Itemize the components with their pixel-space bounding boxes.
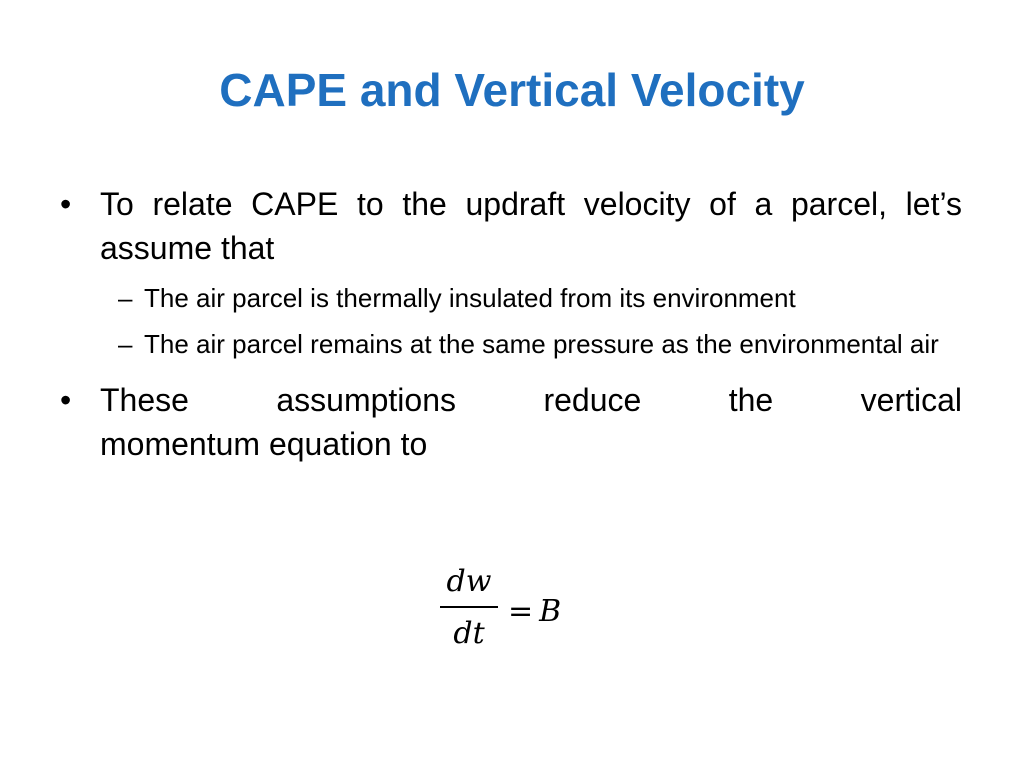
buoyancy-symbol: B [539,594,562,629]
bullet-text: To relate CAPE to the updraft velocity of a parcel, let’s assume that [100,186,962,266]
sub-bullet-item [118,324,962,364]
slide-body [60,182,962,466]
equation-fraction [440,562,498,654]
slide-title: CAPE and Vertical Velocity [219,64,805,116]
sub-bullet-text: The air parcel remains at the same pressure as the environmental air [144,329,939,359]
bullet-marker: • [60,186,72,222]
momentum-equation [440,562,600,662]
bullet-item [60,182,962,270]
equation-denominator: dt [453,616,485,651]
sub-bullet-marker: – [118,283,133,313]
equation-rhs [508,592,561,632]
sub-bullet-text: The air parcel is thermally insulated from its environment [144,283,796,313]
fraction-bar [440,606,498,608]
equals-sign: = [508,594,534,629]
bullet-marker: • [60,382,72,418]
bullet-text-line: momentum equation to [100,426,428,462]
sub-bullet-marker: – [118,329,133,359]
equation-numerator: dw [446,564,492,599]
bullet-item [60,378,962,466]
bullet-text-line: These assumptions reduce the vertical [100,382,962,418]
sub-bullet-item [118,278,962,318]
